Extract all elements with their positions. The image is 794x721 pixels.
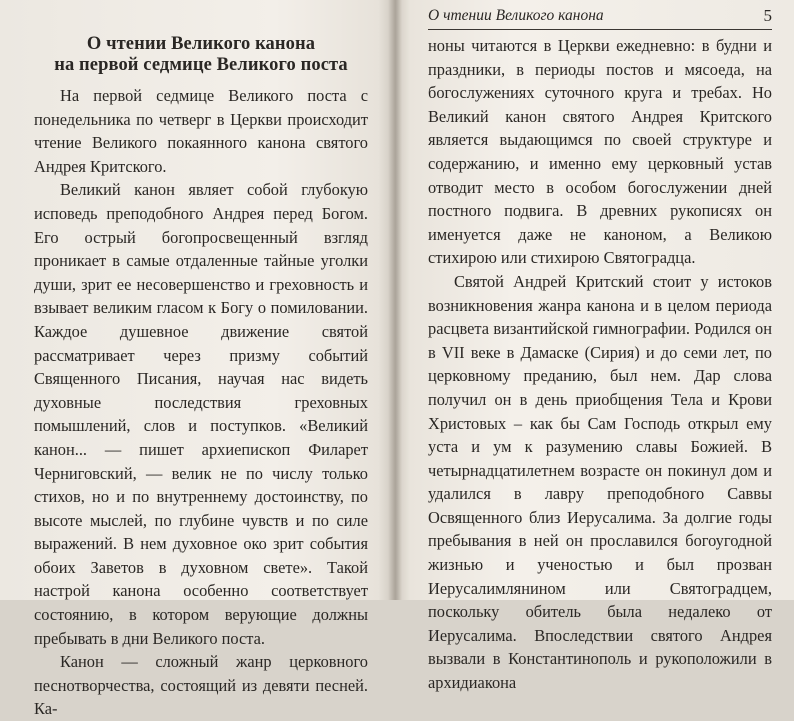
left-paragraph-3: Канон — сложный жанр церковного песнотворчества, состоящий из девяти песней. Ка- — [34, 652, 368, 719]
right-paragraph-1: ноны читаются в Церкви ежедневно: в будни и праздники, в периоды постов и мясоеда, на богослужениях суточного круга и требах. Но Великий канон святого Андрея Критского является выдающимся по своей структуре и содержанию, и именно ему церковный устав отводит место в особом богослужении дней постного подвига. В древних рукописях он именуется даже не каноном, а Великою стихирою или стихирою Святоградца. — [428, 36, 772, 268]
right-page — [394, 0, 794, 693]
chapter-title — [34, 34, 368, 76]
chapter-title-line-2: на первой седмице Великого поста — [54, 55, 348, 75]
running-header — [428, 6, 772, 30]
chapter-title-line-1: О чтении Великого канона — [86, 34, 316, 54]
right-paragraph-2: Святой Андрей Критский стоит у истоков возникновения жанра канона и в целом периода расцвета византийской гимнографии. Родился он в VII веке в Дамаске (Сирия) и до семи лет, по церковному преданию, был нем. Дар слова получил он в день приобщения Тела и Крови Христовых – как бы Сам Господь открыл ему уста и ум к разумению славы Божией. В четырнадцатилетнем возрасте он покинул дом и удалился в лавру преподобного Саввы Освященного близ Иерусалима. За долгие годы пребывания в ней он прославился богоугодной жизнью и ученостью и был прозван Иерусалимлянином или Святоградцем, поскольку обитель была недалеко от Иерусалима. Впоследствии святого Андрея вызвали в Константинополь и рукоположили в архидиакона — [428, 271, 772, 693]
running-head-title: О чтении Великого канона — [428, 7, 604, 24]
left-paragraph-1: На первой седмице Великого поста с понедельника по четверг в Церкви происходит чтение Великого покаянного канона святого Андрея Критского. — [34, 86, 368, 176]
page-number: 5 — [763, 6, 772, 25]
left-paragraph-2: Великий канон являет собой глубокую исповедь преподобного Андрея перед Богом. Его острый богопросвещенный взгляд проникает в самые отдаленные тайные уголки души, зрит ее несовершенство и греховность и взывает великим гласом к Богу о помиловании. Каждое душевное движение святой рассматривает через призму событий Священного Писания, научая нас видеть духовные последствия греховных помышлений, слов и поступков. «Великий канон... — пишет архиепископ Филарет Черниговский, — велик не по числу только стихов, но и по внутреннему достоинству, по высоте мыслей, по глубине чувств и по силе выражений. В нем духовное око зрит события обоих Заветов в духовном свете». Такой настрой канона особенно соответствует состоянию, в котором верующие должны пребывать в дни Великого поста. — [34, 180, 368, 648]
left-page — [0, 0, 394, 719]
